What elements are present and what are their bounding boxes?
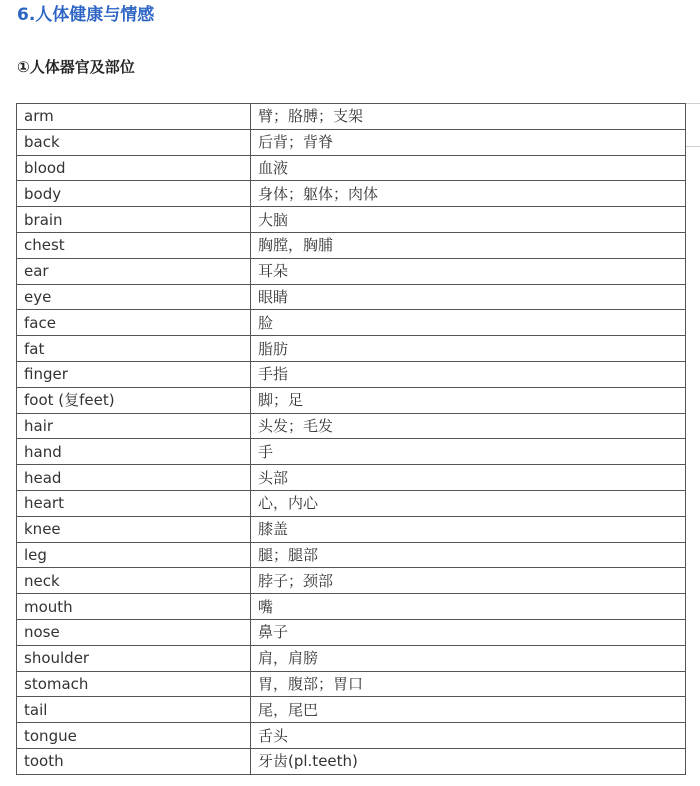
- table-row: [17, 181, 686, 207]
- table-row: [17, 232, 686, 258]
- chinese-meaning-cell: 血液: [251, 155, 686, 181]
- english-word-cell: fat: [17, 336, 251, 362]
- table-row: [17, 361, 686, 387]
- english-word-cell: mouth: [17, 594, 251, 620]
- english-word-cell: ear: [17, 258, 251, 284]
- english-word-cell: back: [17, 129, 251, 155]
- english-word-cell: shoulder: [17, 645, 251, 671]
- table-row: [17, 594, 686, 620]
- chinese-meaning-cell: 后背；背脊: [251, 129, 686, 155]
- chinese-meaning-cell: 心，内心: [251, 490, 686, 516]
- table-row: [17, 129, 686, 155]
- chinese-meaning-cell: 牙齿(pl.teeth): [251, 748, 686, 774]
- english-word-cell: stomach: [17, 671, 251, 697]
- english-word-cell: tail: [17, 697, 251, 723]
- chinese-meaning-cell: 脚；足: [251, 387, 686, 413]
- chinese-meaning-cell: 头发；毛发: [251, 413, 686, 439]
- english-word-cell: tongue: [17, 723, 251, 749]
- chinese-meaning-cell: 脂肪: [251, 336, 686, 362]
- english-word-cell: leg: [17, 542, 251, 568]
- chinese-meaning-cell: 胃，腹部；胃口: [251, 671, 686, 697]
- table-row: [17, 310, 686, 336]
- english-word-cell: nose: [17, 619, 251, 645]
- chinese-meaning-cell: 肩，肩膀: [251, 645, 686, 671]
- table-row: [17, 516, 686, 542]
- table-row: [17, 104, 686, 130]
- table-row: [17, 387, 686, 413]
- chinese-meaning-cell: 胸膛，胸脯: [251, 232, 686, 258]
- table-row: [17, 465, 686, 491]
- chinese-meaning-cell: 嘴: [251, 594, 686, 620]
- chinese-meaning-cell: 腿；腿部: [251, 542, 686, 568]
- english-word-cell: head: [17, 465, 251, 491]
- chinese-meaning-cell: 大脑: [251, 207, 686, 233]
- chinese-meaning-cell: 尾，尾巴: [251, 697, 686, 723]
- chinese-meaning-cell: 耳朵: [251, 258, 686, 284]
- chinese-meaning-cell: 眼睛: [251, 284, 686, 310]
- table-row: [17, 439, 686, 465]
- english-word-cell: knee: [17, 516, 251, 542]
- chinese-meaning-cell: 手指: [251, 361, 686, 387]
- section-title: 6.人体健康与情感: [17, 5, 155, 25]
- chinese-meaning-cell: 臂；胳膊；支架: [251, 104, 686, 130]
- table-row: [17, 284, 686, 310]
- table-row: [17, 336, 686, 362]
- table-row: [17, 207, 686, 233]
- english-word-cell: neck: [17, 568, 251, 594]
- table-row: [17, 413, 686, 439]
- english-word-cell: foot (复feet): [17, 387, 251, 413]
- chinese-meaning-cell: 膝盖: [251, 516, 686, 542]
- table-row: [17, 542, 686, 568]
- english-word-cell: chest: [17, 232, 251, 258]
- table-row: [17, 490, 686, 516]
- table-row: [17, 155, 686, 181]
- chinese-meaning-cell: 手: [251, 439, 686, 465]
- chinese-meaning-cell: 鼻子: [251, 619, 686, 645]
- chinese-meaning-cell: 舌头: [251, 723, 686, 749]
- english-word-cell: face: [17, 310, 251, 336]
- page-edge-divider: [686, 103, 700, 147]
- vocabulary-table: [16, 103, 686, 775]
- table-row: [17, 723, 686, 749]
- table-row: [17, 645, 686, 671]
- english-word-cell: brain: [17, 207, 251, 233]
- english-word-cell: tooth: [17, 748, 251, 774]
- table-row: [17, 568, 686, 594]
- chinese-meaning-cell: 脸: [251, 310, 686, 336]
- sub-title: ①人体器官及部位: [17, 58, 135, 76]
- chinese-meaning-cell: 脖子；颈部: [251, 568, 686, 594]
- english-word-cell: finger: [17, 361, 251, 387]
- english-word-cell: blood: [17, 155, 251, 181]
- chinese-meaning-cell: 头部: [251, 465, 686, 491]
- table-row: [17, 619, 686, 645]
- english-word-cell: body: [17, 181, 251, 207]
- table-row: [17, 697, 686, 723]
- english-word-cell: arm: [17, 104, 251, 130]
- table-row: [17, 748, 686, 774]
- chinese-meaning-cell: 身体；躯体；肉体: [251, 181, 686, 207]
- english-word-cell: eye: [17, 284, 251, 310]
- english-word-cell: heart: [17, 490, 251, 516]
- english-word-cell: hand: [17, 439, 251, 465]
- vocabulary-table-body: [17, 104, 686, 775]
- table-row: [17, 258, 686, 284]
- english-word-cell: hair: [17, 413, 251, 439]
- table-row: [17, 671, 686, 697]
